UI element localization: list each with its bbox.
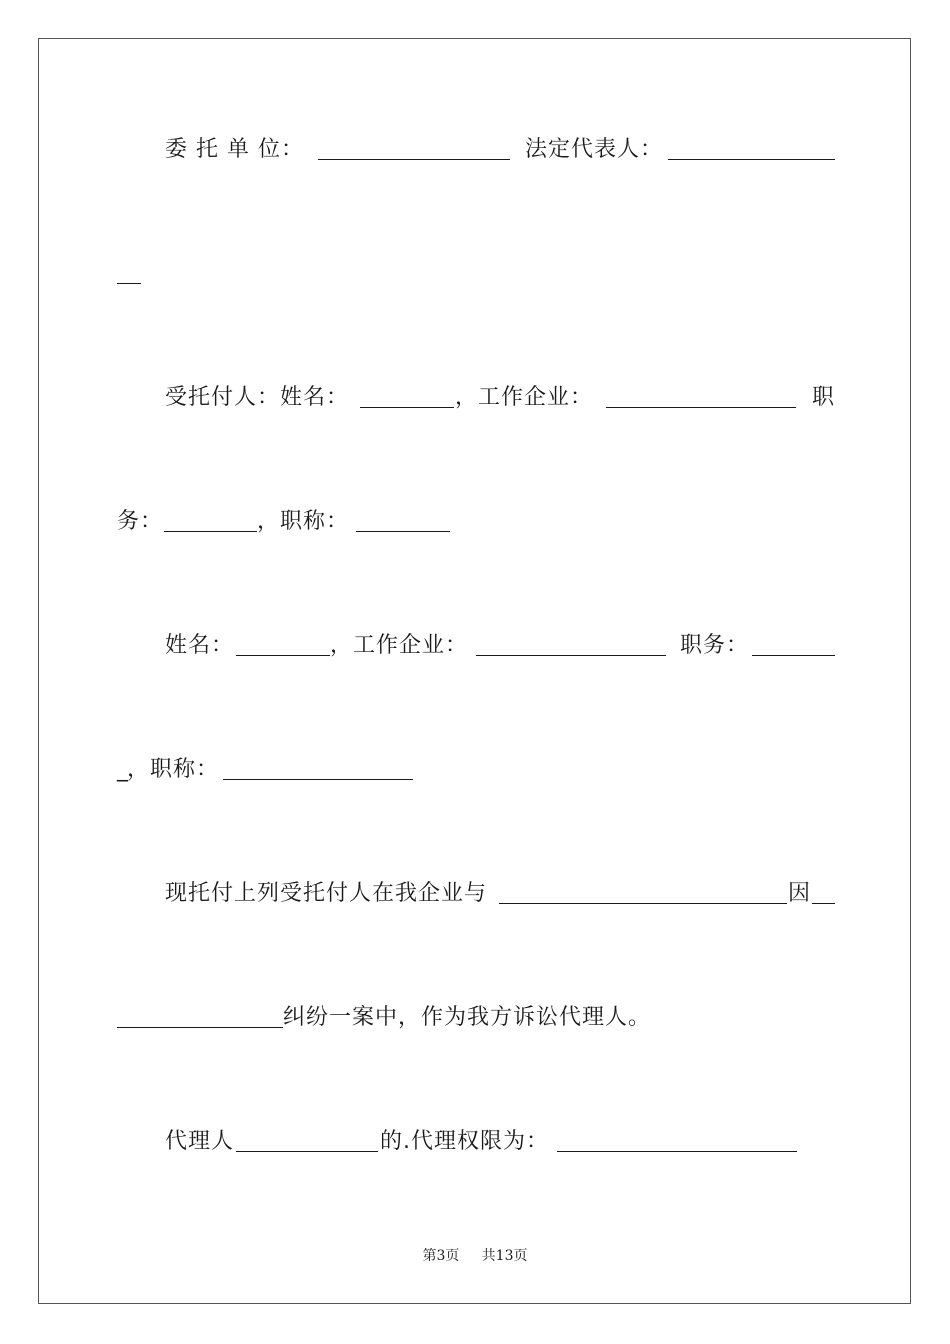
agent-one-line bbox=[0, 378, 950, 418]
agent-two-position-label: 职务： bbox=[680, 633, 750, 658]
agent-name-blank[interactable] bbox=[236, 1151, 378, 1152]
agent-two-work-unit-label: ，工作企业： bbox=[330, 633, 469, 658]
agent-one-name-blank[interactable] bbox=[360, 407, 454, 408]
agent-two-title-label: ，职称： bbox=[127, 757, 220, 782]
legal-rep-blank-continued[interactable] bbox=[117, 283, 141, 284]
entrust-statement-text: 现托付上列受托付人在我企业与 bbox=[165, 881, 488, 906]
agent-authority-line bbox=[0, 1122, 950, 1162]
entrusting-unit-line bbox=[0, 130, 950, 170]
agent-two-position-blank[interactable] bbox=[752, 655, 835, 656]
agent-one-position-line bbox=[0, 502, 950, 542]
agent-name-label: 受托付人：姓名： bbox=[165, 385, 350, 410]
legal-rep-blank[interactable] bbox=[668, 159, 835, 160]
agent-two-work-unit-blank[interactable] bbox=[476, 655, 666, 656]
agent-two-title-line bbox=[0, 750, 950, 790]
legal-rep-continuation-line bbox=[0, 254, 950, 294]
footer-spacer bbox=[464, 1248, 477, 1264]
agent-one-work-unit-blank[interactable] bbox=[606, 407, 796, 408]
agent-two-line bbox=[0, 626, 950, 666]
agent-label-text: 代理人 bbox=[165, 1129, 235, 1154]
agent-one-work-unit-label: ，工作企业： bbox=[455, 385, 594, 410]
case-statement-text: 纠纷一案中，作为我方诉讼代理人。 bbox=[283, 1005, 652, 1030]
authority-label-text: 的.代理权限为： bbox=[380, 1129, 549, 1154]
dispute-reason-blank[interactable] bbox=[812, 903, 835, 904]
page-number: 第3页 bbox=[422, 1248, 460, 1264]
authority-blank[interactable] bbox=[557, 1151, 797, 1152]
because-text: 因 bbox=[788, 881, 812, 906]
agent-one-position-label-start: 职 bbox=[812, 385, 836, 410]
agent-one-title-blank[interactable] bbox=[356, 531, 450, 532]
opposing-party-blank[interactable] bbox=[499, 903, 787, 904]
agent-one-position-blank[interactable] bbox=[164, 531, 257, 532]
page-footer bbox=[0, 1246, 950, 1266]
total-pages: 共13页 bbox=[481, 1248, 528, 1264]
dispute-reason-blank-continued[interactable] bbox=[117, 1027, 283, 1028]
agent-two-title-blank[interactable] bbox=[223, 779, 413, 780]
agent-two-position-blank-continued[interactable]: _ bbox=[117, 757, 129, 782]
agent-two-name-blank[interactable] bbox=[236, 655, 330, 656]
agent-one-title-label: ，职称： bbox=[257, 509, 350, 534]
agent-one-position-label-end: 务： bbox=[117, 509, 164, 534]
entrust-statement-line bbox=[0, 874, 950, 914]
page-frame bbox=[38, 38, 911, 1304]
entrusting-unit-label: 委 托 单 位： bbox=[165, 137, 304, 162]
case-statement-line bbox=[0, 998, 950, 1038]
entrusting-unit-blank[interactable] bbox=[318, 159, 510, 160]
legal-rep-label: 法定代表人： bbox=[525, 137, 664, 162]
agent-two-name-label: 姓名： bbox=[165, 633, 235, 658]
